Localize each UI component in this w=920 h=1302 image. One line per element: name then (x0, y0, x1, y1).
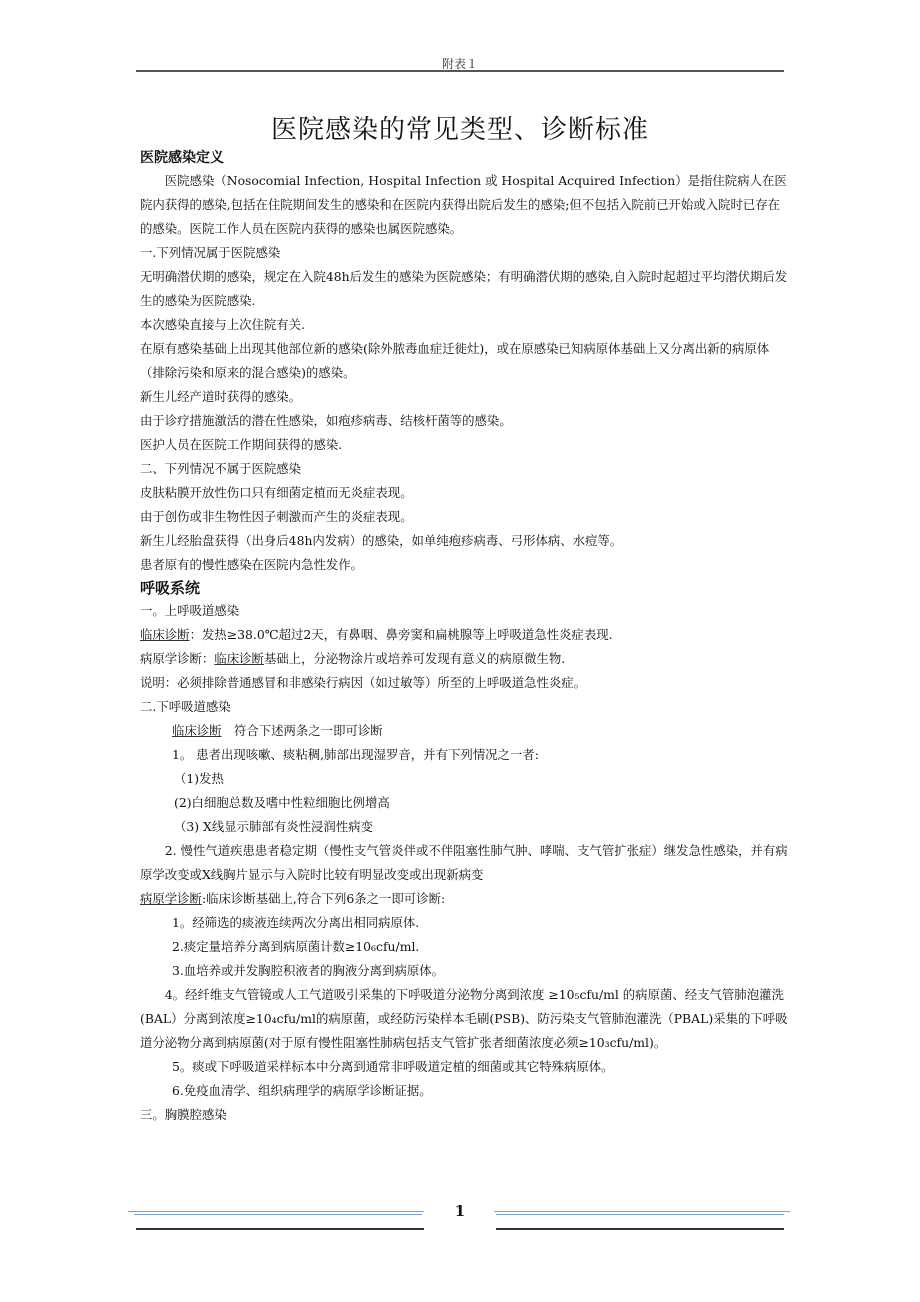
upper-clinical-diagnosis (140, 623, 790, 647)
part2-item: 患者原有的慢性感染在医院内急性发作。 (140, 557, 364, 572)
footer-rule (496, 1228, 784, 1230)
part1-item: 新生儿经产道时获得的感染。 (140, 389, 302, 404)
document-title: 医院感染的常见类型、诊断标准 (270, 115, 649, 146)
pathogen-item: 5。痰或下呼吸道采样标本中分离到通常非呼吸道定植的细菌或其它特殊病原体。 (172, 1059, 614, 1074)
pathogen-item: 6.免疫血清学、组织病理学的病原学诊断证据。 (172, 1083, 432, 1098)
part2-item: 由于创伤或非生物性因子刺激而产生的炎症表现。 (140, 509, 413, 524)
page-number: 1 (454, 1202, 466, 1220)
page-header: 附表１ (441, 57, 478, 71)
pathogen-item: 3.血培养或并发胸腔积液者的胸液分离到病原体。 (172, 963, 445, 978)
pathogen-prefix: 病原学诊断： (140, 651, 215, 666)
criterion-1-sub: (2)白细胞总数及嗜中性粒细胞比例增高 (174, 795, 390, 810)
clinical-diagnosis-label: 临床诊断 (140, 627, 190, 642)
part1-item: 无明确潜伏期的感染，规定在入院48h后发生的感染为医院感染；有明确潜伏期的感染,自入院时起超过平均潜伏期后发生的感染为医院感染. (140, 269, 788, 308)
footer-rule (136, 1228, 424, 1230)
lower-pathogen-text: :临床诊断基础上,符合下列6条之一即可诊断: (201, 891, 446, 906)
part1-item: 医护人员在医院工作期间获得的感染. (140, 437, 343, 452)
part1-item: 由于诊疗措施激活的潜在性感染，如疱疹病毒、结核杆菌等的感染。 (140, 413, 512, 428)
header-rule (136, 70, 784, 72)
upper-note: 说明：必须排除普通感冒和非感染行病因（如过敏等）所至的上呼吸道急性炎症。 (140, 675, 587, 690)
pathogen-item: 4。经纤维支气管镜或人工气道吸引采集的下呼吸道分泌物分离到浓度 ≥10₅cfu/ml 的病原菌、经支气管肺泡灌洗(BAL）分离到浓度≥10₄cfu/ml的病原菌，或经防污染样本毛刷(PSB)、防污染支气管肺泡灌洗（PBAL)采集的下呼吸道分泌物分离到病原菌(对于原有慢性阻塞性肺病包括支气管扩张者细菌浓度必须≥10₃cfu/ml)。 (140, 987, 788, 1050)
pathogen-item: 2.痰定量培养分离到病原菌计数≥10₆cfu/ml. (172, 939, 420, 954)
pathogen-underlined: 临床诊断 (214, 651, 264, 666)
criterion-2: 2. 慢性气道疾患患者稳定期（慢性支气管炎伴或不伴阻塞性肺气肿、哮喘、支气管扩张症）继发急性感染，并有病原学改变或X线胸片显示与入院时比较有明显改变或出现新病变 (140, 843, 788, 882)
part2-item: 皮肤粘膜开放性伤口只有细菌定植而无炎症表现。 (140, 485, 413, 500)
pathogen-item: 1。经筛选的痰液连续两次分离出相同病原体. (172, 915, 420, 930)
criterion-1-sub: （1)发热 (174, 771, 224, 786)
criterion-1-sub: （3) X线显示肺部有炎性浸润性病变 (174, 819, 373, 834)
part2-item: 新生儿经胎盘获得（出身后48h内发病）的感染，如单纯疱疹病毒、弓形体病、水痘等。 (140, 533, 623, 548)
upper-resp-title: 一。上呼吸道感染 (140, 603, 240, 618)
lower-resp-title: 二.下呼吸道感染 (140, 699, 231, 714)
lower-pathogen-label: 病原学诊断 (140, 891, 202, 906)
clinical-diagnosis-text: ：发热≥38.0℃超过2天，有鼻咽、鼻旁窦和扁桃腺等上呼吸道急性炎症表现. (189, 627, 613, 642)
lower-pathogen-diagnosis (140, 887, 790, 911)
part1-item: 本次感染直接与上次住院有关. (140, 317, 306, 332)
pleural-title: 三。胸膜腔感染 (140, 1107, 227, 1122)
lower-clinical-label: 临床诊断 (172, 723, 222, 738)
upper-pathogen-diagnosis (140, 647, 790, 671)
lower-clinical-text: 符合下述两条之一即可诊断 (221, 723, 383, 738)
part1-item: 在原有感染基础上出现其他部位新的感染(除外脓毒血症迁徙灶)，或在原感染已知病原体基础上又分离出新的病原体（排除污染和原来的混合感染)的感染。 (140, 341, 770, 380)
document-body (140, 147, 790, 1127)
lower-clinical-diagnosis (140, 719, 790, 743)
pathogen-rest: 基础上，分泌物涂片或培养可发现有意义的病原微生物. (263, 651, 566, 666)
part1-title: 一.下列情况属于医院感染 (140, 245, 281, 260)
part2-title: 二、下列情况不属于医院感染 (140, 461, 302, 476)
definition-paragraph: 医院感染（Nosocomial Infection, Hospital Infection 或 Hospital Acquired Infection）是指住院病人在医院内获得的感染,包括在住院期间发生的感染和在医院内获得出院后发生的感染;但不包括入院前已开始或入院时已存在的感染。医院工作人员在医院内获得的感染也属医院感染。 (140, 173, 787, 236)
section-heading-respiratory: 呼吸系统 (140, 579, 201, 597)
section-heading-definition: 医院感染定义 (140, 150, 224, 166)
criterion-1: 1。 患者出现咳嗽、痰粘稠,肺部出现湿罗音，并有下列情况之一者: (172, 747, 539, 762)
